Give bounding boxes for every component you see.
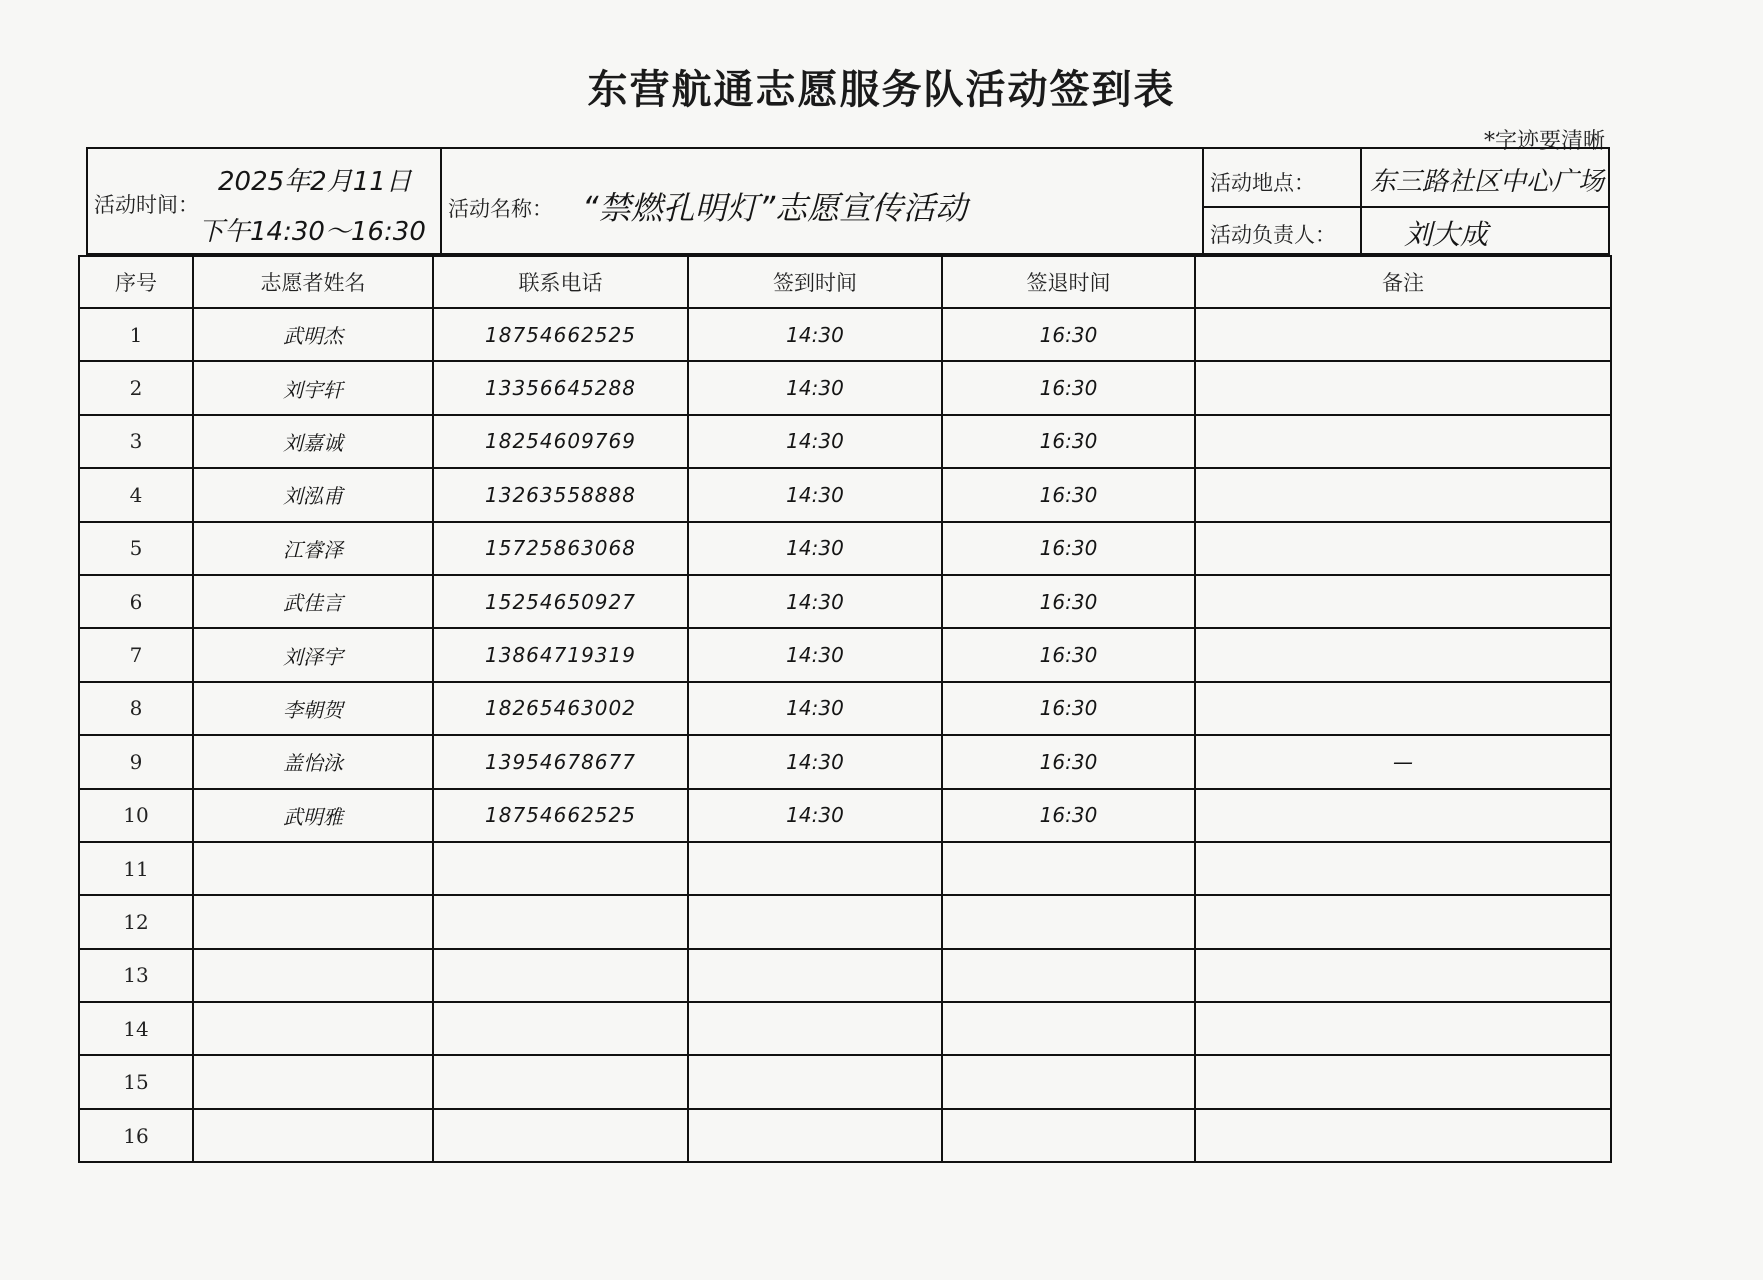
header-divider [1204,206,1608,208]
col-header-signout: 签退时间 [942,256,1195,308]
col-header-phone: 联系电话 [433,256,688,308]
row-remark: — [1195,735,1611,788]
table-row [79,1055,1611,1108]
row-signout-time [942,842,1195,895]
row-phone: 18754662525 [433,308,688,361]
row-phone [433,1002,688,1055]
table-row [79,949,1611,1002]
row-phone: 13954678677 [433,735,688,788]
row-signin-time: 14:30 [688,361,942,414]
row-signout-time: 16:30 [942,735,1195,788]
row-signin-time: 14:30 [688,575,942,628]
row-signin-time: 14:30 [688,468,942,521]
table-row [79,308,1611,361]
row-signin-time [688,842,942,895]
table-row [79,735,1611,788]
col-header-name: 志愿者姓名 [193,256,433,308]
activity-name-value: “禁燃孔明灯”志愿宣传活动 [582,189,968,227]
row-signout-time [942,949,1195,1002]
row-signin-time: 14:30 [688,789,942,842]
row-seq: 15 [79,1055,193,1108]
row-signin-time [688,1002,942,1055]
activity-time-cell [88,149,442,253]
row-phone: 15254650927 [433,575,688,628]
table-row [79,682,1611,735]
row-phone [433,1055,688,1108]
row-name: 李朝贺 [193,682,433,735]
table-row [79,468,1611,521]
row-name [193,895,433,948]
row-signin-time [688,1109,942,1162]
row-seq: 2 [79,361,193,414]
row-remark [1195,415,1611,468]
row-name [193,1109,433,1162]
row-signin-time [688,895,942,948]
row-name: 盖怡泳 [193,735,433,788]
legibility-note: *字迹要清晰 [1483,129,1605,154]
row-remark [1195,842,1611,895]
row-signout-time [942,1002,1195,1055]
activity-location-leader-cell [1204,149,1608,253]
activity-leader-value: 刘大成 [1404,218,1489,251]
row-name: 刘嘉诚 [193,415,433,468]
table-row [79,415,1611,468]
row-seq: 1 [79,308,193,361]
table-row [79,1109,1611,1162]
row-phone [433,842,688,895]
row-signout-time: 16:30 [942,682,1195,735]
row-remark [1195,575,1611,628]
table-row [79,628,1611,681]
row-name: 武明杰 [193,308,433,361]
row-name [193,1055,433,1108]
table-body [79,308,1611,1162]
row-phone: 18754662525 [433,789,688,842]
row-phone [433,895,688,948]
row-remark [1195,522,1611,575]
row-name [193,1002,433,1055]
signin-table [78,255,1612,1163]
row-name: 江睿泽 [193,522,433,575]
header-vsplit [1360,149,1362,253]
row-remark [1195,308,1611,361]
col-header-signin: 签到时间 [688,256,942,308]
row-signout-time: 16:30 [942,361,1195,414]
row-seq: 8 [79,682,193,735]
row-signout-time: 16:30 [942,789,1195,842]
row-signout-time: 16:30 [942,415,1195,468]
row-phone: 18265463002 [433,682,688,735]
row-seq: 9 [79,735,193,788]
activity-time-value: 下午14:30～16:30 [198,217,426,247]
activity-location-value: 东三路社区中心广场 [1370,167,1605,197]
row-signin-time [688,1055,942,1108]
row-phone [433,949,688,1002]
row-phone: 13356645288 [433,361,688,414]
activity-date-value: 2025年2月11日 [218,167,412,197]
row-remark [1195,682,1611,735]
row-seq: 12 [79,895,193,948]
row-phone: 13263558888 [433,468,688,521]
row-seq: 13 [79,949,193,1002]
row-name: 武明雅 [193,789,433,842]
row-signin-time: 14:30 [688,735,942,788]
col-header-seq: 序号 [79,256,193,308]
row-signin-time: 14:30 [688,522,942,575]
row-signout-time [942,1055,1195,1108]
row-seq: 16 [79,1109,193,1162]
row-signout-time: 16:30 [942,628,1195,681]
row-seq: 11 [79,842,193,895]
activity-leader-label: 活动负责人： [1210,223,1336,247]
row-seq: 6 [79,575,193,628]
table-row [79,575,1611,628]
row-seq: 14 [79,1002,193,1055]
row-signout-time: 16:30 [942,308,1195,361]
row-seq: 5 [79,522,193,575]
row-remark [1195,628,1611,681]
table-row [79,895,1611,948]
activity-location-label: 活动地点： [1210,171,1315,195]
activity-time-label: 活动时间： [94,193,199,217]
row-seq: 4 [79,468,193,521]
activity-name-cell [442,149,1204,253]
table-row [79,1002,1611,1055]
row-signin-time: 14:30 [688,682,942,735]
col-header-remark: 备注 [1195,256,1611,308]
row-remark [1195,1055,1611,1108]
row-signout-time [942,1109,1195,1162]
row-remark [1195,1109,1611,1162]
row-phone: 18254609769 [433,415,688,468]
row-seq: 7 [79,628,193,681]
row-name: 刘泽宇 [193,628,433,681]
row-signout-time: 16:30 [942,468,1195,521]
row-signin-time: 14:30 [688,628,942,681]
row-name: 刘泓甫 [193,468,433,521]
row-remark [1195,949,1611,1002]
table-row [79,789,1611,842]
table-row [79,361,1611,414]
table-row [79,522,1611,575]
row-signout-time: 16:30 [942,575,1195,628]
activity-name-label: 活动名称： [448,197,553,221]
page-title: 东营航通志愿服务队活动签到表 [587,67,1176,113]
row-remark [1195,1002,1611,1055]
row-name [193,842,433,895]
row-signin-time [688,949,942,1002]
row-name [193,949,433,1002]
table-header-row [79,256,1611,308]
row-phone [433,1109,688,1162]
row-signout-time: 16:30 [942,522,1195,575]
table-row [79,842,1611,895]
row-remark [1195,468,1611,521]
row-remark [1195,895,1611,948]
row-phone: 13864719319 [433,628,688,681]
row-signin-time: 14:30 [688,308,942,361]
activity-header [86,147,1610,255]
row-signin-time: 14:30 [688,415,942,468]
row-phone: 15725863068 [433,522,688,575]
row-name: 刘宇轩 [193,361,433,414]
row-name: 武佳言 [193,575,433,628]
row-seq: 3 [79,415,193,468]
row-signout-time [942,895,1195,948]
row-remark [1195,361,1611,414]
row-seq: 10 [79,789,193,842]
row-remark [1195,789,1611,842]
